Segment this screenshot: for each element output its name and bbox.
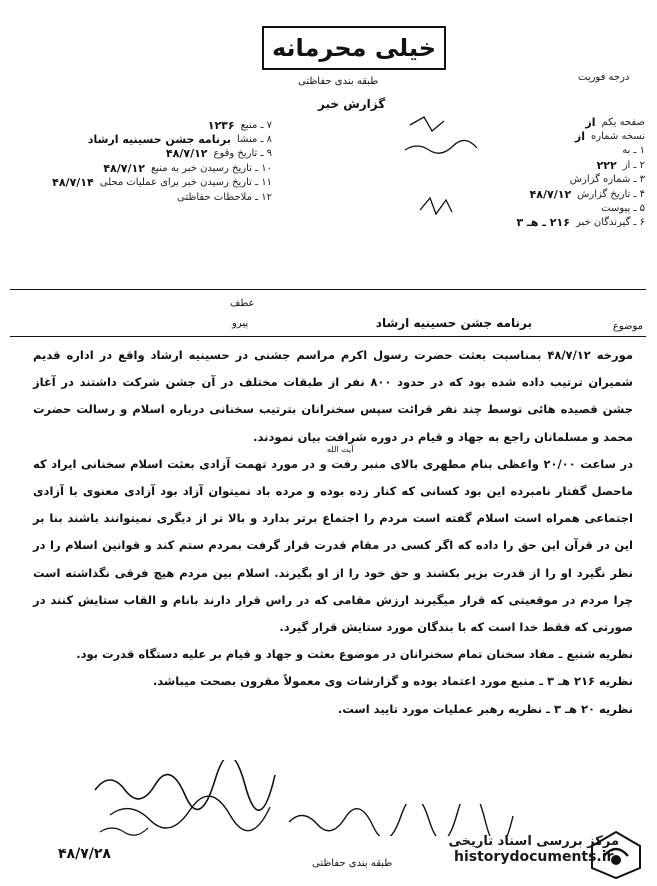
- handwritten-note: [285, 804, 525, 836]
- classification-stamp: [262, 26, 446, 70]
- field-label: ۹ ـ تاریخ وقوع: [213, 148, 272, 160]
- subject-label: موضوع: [612, 321, 643, 332]
- field-value: ۴۸/۷/۱۲: [103, 161, 145, 175]
- field-value: ۴۸/۷/۱۲: [529, 187, 572, 201]
- field-label: ۳ ـ شماره گزارش: [569, 174, 645, 186]
- left-field-column: [12, 118, 272, 204]
- handwritten-signature: [90, 760, 300, 840]
- follow-up-label: پیرو: [232, 318, 249, 329]
- body-paragraph: نظریه ۲۱۶ هـ ۳ ـ منبع مورد اعتماد بوده و گزارشات وی معمولاً مقرون بصحت میباشد.: [152, 674, 633, 689]
- reference-label: عطف: [230, 298, 255, 309]
- field-value: ۱۲۳۶: [207, 118, 235, 132]
- subject-value: برنامه جشن حسینیه ارشاد: [375, 316, 532, 330]
- body-paragraph: مورخه ۴۸/۷/۱۲ بمناسبت بعثت حضرت رسول اکرم مراسم جشنی در حسینیه ارشاد واقع در اداره قدیم شمیران ترتیب داده شده بود که در حدود ۸۰۰ نفر از طبقات مختلف در آن جشن شرکت داشتند در آغاز جشن قصیده هائی توسط چند نفر قرائت سپس سخنرانان بترتیب سخنانی درباره اسلام و رسالت حضرت محمد و مسلمانان راجع به جهاد و قیام در دوره شرافت بیان نمودند.: [33, 348, 633, 444]
- field-value: ۴۸/۷/۱۴: [52, 176, 94, 190]
- body-paragraph: نظریه ۲۰ هـ ۳ ـ نظریه رهبر عملیات مورد تایید است.: [337, 701, 633, 716]
- field-row: [12, 176, 272, 190]
- urgency-label: درجه فوریت: [578, 72, 630, 83]
- field-value: از: [574, 130, 586, 144]
- field-label: ۱ ـ به: [622, 145, 645, 157]
- handwritten-field-entries: [400, 115, 500, 225]
- field-label: ۷ ـ منبع: [240, 119, 272, 131]
- field-label: نسخه شماره: [591, 131, 645, 143]
- footer-classification-label: طبقه بندی حفاظتی: [312, 858, 393, 869]
- watermark-url: historydocuments.ir: [454, 849, 614, 865]
- body-paragraph: نظریه شنبع ـ مفاد سخنان تمام سخنرانان در موضوع بعثت و جهاد و قیام بر علیه دستگاه قدرت بود.: [76, 647, 633, 662]
- subject-divider: [10, 336, 646, 337]
- document-title: خیلی محرمانه: [271, 34, 437, 62]
- field-label: ۵ ـ پیوست: [601, 203, 645, 215]
- field-value: برنامه جشن حسینیه ارشاد: [87, 133, 231, 147]
- header-divider: [10, 289, 646, 290]
- field-label: ۱۲ ـ ملاحظات حفاظتی: [177, 191, 272, 203]
- field-row: [12, 161, 272, 175]
- field-label: صفحه یکم: [601, 116, 645, 128]
- interlinear-note: آیت الله: [327, 445, 354, 454]
- body-paragraph: در ساعت ۲۰/۰۰ واعظی بنام مطهری بالای منبر رفت و در مورد تهمت آزادی بعثت اسلام سخنانی ایراد که ماحصل گفتار نامبرده این بود کسانی که کنار زده بوده و مرده باد نمیتوان آزاد بود آزادی معنوی با آزادی اجتماعی همراه است اسلام گفته است مردم را اجتماع برتر بدارد و بالا تر از دیگری نمیتوانند باشند بنا بر این در قرآن این حق را داده که اگر کسی در مقام قدرت قرار گرفت بمردم ستم کند و قوانین اسلام را در نظر نگیرد او را از قدرت بزیر بکشند و حق خود را از او بگیرند. اسلام بین مردم هیچ فرقی نگذاشته است چرا مردم در موقعیتی که قرار میگیرند ارزش مقامی که در راس قرار دارند بانام و القاب ستایش کنند در صورتی که فقط خدا است که با بندگان مورد ستایش قرار گیرد.: [33, 456, 633, 635]
- field-value: ۲۲۲: [596, 158, 617, 172]
- field-row: [12, 190, 272, 204]
- field-label: ۴ ـ تاریخ گزارش: [577, 188, 645, 200]
- field-row: [12, 132, 272, 146]
- field-label: ۲ ـ از: [622, 159, 645, 171]
- field-value: از: [585, 115, 596, 129]
- report-body: [33, 342, 633, 723]
- document-number: ۴۸/۷/۲۸: [58, 846, 111, 862]
- field-label: ۱۱ ـ تاریخ رسیدن خبر برای عملیات محلی: [99, 177, 272, 189]
- watermark-name: مرکز بررسی اسناد تاریخی: [448, 834, 619, 849]
- archive-watermark: [449, 834, 620, 865]
- field-row: [12, 147, 272, 161]
- field-label: ۱۰ ـ تاریخ رسیدن خبر به منبع: [150, 162, 272, 174]
- field-label: ۸ ـ منشا: [236, 134, 272, 146]
- classification-label: طبقه بندی حفاظتی: [298, 76, 379, 87]
- field-value: ۴۸/۷/۱۲: [165, 147, 208, 161]
- field-row: [12, 118, 272, 132]
- report-title: گزارش خبر: [318, 97, 386, 111]
- field-value: ۲۱۶ ـ هـ ۳: [516, 216, 570, 230]
- field-label: ۶ ـ گیرندگان خبر: [575, 217, 645, 229]
